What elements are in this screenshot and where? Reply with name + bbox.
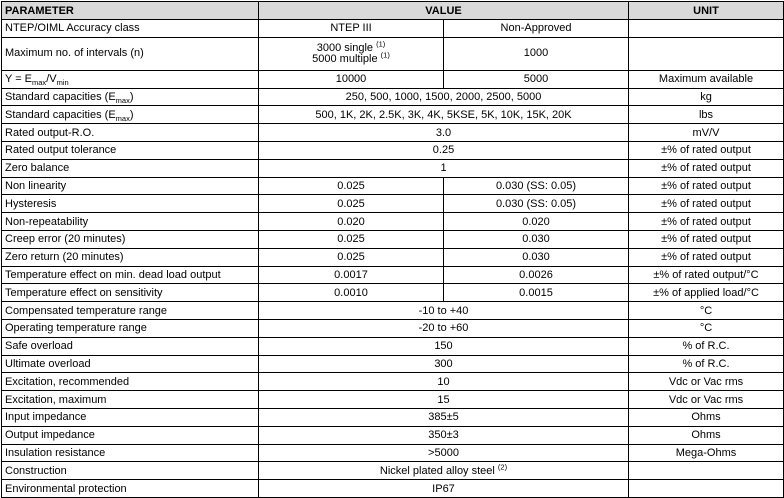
row-input-impedance	[2, 408, 784, 426]
param-label: Non-repeatability	[2, 213, 259, 231]
param-label: Non linearity	[2, 177, 259, 195]
value-ntep: 0.025	[259, 177, 444, 195]
unit-cell	[629, 20, 784, 38]
unit-cell: Ohms	[629, 426, 784, 444]
unit-cell: ±% of applied load/°C	[629, 284, 784, 302]
unit-cell: lbs	[629, 106, 784, 124]
row-y-ratio	[2, 70, 784, 88]
header-parameter: PARAMETER	[2, 2, 259, 20]
spec-table	[1, 1, 784, 498]
row-insulation-resistance	[2, 444, 784, 462]
unit-cell: % of R.C.	[629, 355, 784, 373]
unit-cell: ±% of rated output	[629, 177, 784, 195]
param-label: Environmental protection	[2, 480, 259, 498]
value-ntep	[259, 37, 444, 70]
value-merged: 1	[259, 159, 629, 177]
value-ntep: 0.025	[259, 195, 444, 213]
unit-cell: kg	[629, 88, 784, 106]
unit-cell: Vdc or Vac rms	[629, 373, 784, 391]
value-text: 5000 multiple	[312, 52, 378, 65]
param-label: Input impedance	[2, 408, 259, 426]
unit-cell: ±% of rated output	[629, 213, 784, 231]
value-non-approved: 0.020	[444, 213, 629, 231]
unit-cell: ±% of rated output/°C	[629, 266, 784, 284]
param-label: Safe overload	[2, 337, 259, 355]
row-hysteresis	[2, 195, 784, 213]
value-merged: 150	[259, 337, 629, 355]
row-rated-output	[2, 124, 784, 142]
row-zero-return	[2, 248, 784, 266]
value-non-approved: 5000	[444, 70, 629, 88]
row-excitation-recommended	[2, 373, 784, 391]
value-non-approved: 0.030 (SS: 0.05)	[444, 177, 629, 195]
value-merged: 500, 1K, 2K, 2.5K, 3K, 4K, 5KSE, 5K, 10K, 15K, 20K	[259, 106, 629, 124]
value-merged: 3.0	[259, 124, 629, 142]
value-merged: 10	[259, 373, 629, 391]
footnote-marker: (1)	[376, 39, 386, 49]
row-zero-balance	[2, 159, 784, 177]
param-label: Zero balance	[2, 159, 259, 177]
row-temp-effect-sensitivity	[2, 284, 784, 302]
row-excitation-maximum	[2, 391, 784, 409]
value-non-approved: 1000	[444, 37, 629, 70]
unit-cell: ±% of rated output	[629, 141, 784, 159]
value-non-approved: 0.0026	[444, 266, 629, 284]
header-row	[2, 2, 784, 20]
footnote-marker: (2)	[497, 462, 508, 472]
unit-cell: ±% of rated output	[629, 195, 784, 213]
param-label: Hysteresis	[2, 195, 259, 213]
value-merged: 15	[259, 391, 629, 409]
value-non-approved: 0.030	[444, 230, 629, 248]
value-merged: >5000	[259, 444, 629, 462]
value-ntep: NTEP III	[259, 20, 444, 38]
unit-cell	[629, 462, 784, 480]
row-compensated-temp-range	[2, 302, 784, 320]
row-non-repeatability	[2, 213, 784, 231]
label-part: /V	[46, 73, 57, 86]
unit-cell: % of R.C.	[629, 337, 784, 355]
unit-cell: Vdc or Vac rms	[629, 391, 784, 409]
value-non-approved: 0.0015	[444, 284, 629, 302]
row-ultimate-overload	[2, 355, 784, 373]
row-construction	[2, 462, 784, 480]
unit-cell: ±% of rated output	[629, 230, 784, 248]
row-temp-effect-dead-load	[2, 266, 784, 284]
value-ntep: 0.020	[259, 213, 444, 231]
label-part: Y = E	[5, 73, 33, 86]
label-subscript: max	[115, 96, 130, 106]
value-non-approved: 0.030	[444, 248, 629, 266]
param-label	[2, 70, 259, 88]
value-ntep: 0.025	[259, 248, 444, 266]
label-part: )	[129, 108, 134, 121]
unit-cell: °C	[629, 302, 784, 320]
param-label: Insulation resistance	[2, 444, 259, 462]
value-merged: -10 to +40	[259, 302, 629, 320]
value-merged: IP67	[259, 480, 629, 498]
param-label: Zero return (20 minutes)	[2, 248, 259, 266]
param-label: Temperature effect on sensitivity	[2, 284, 259, 302]
unit-cell: ±% of rated output	[629, 159, 784, 177]
value-merged: 350±3	[259, 426, 629, 444]
param-label: Temperature effect on min. dead load output	[2, 266, 259, 284]
param-label: Rated output-R.O.	[2, 124, 259, 142]
unit-cell: Mega-Ohms	[629, 444, 784, 462]
value-merged: 385±5	[259, 408, 629, 426]
row-safe-overload	[2, 337, 784, 355]
param-label: Maximum no. of intervals (n)	[2, 37, 259, 70]
row-creep-error	[2, 230, 784, 248]
param-label: NTEP/OIML Accuracy class	[2, 20, 259, 38]
value-ntep: 0.0010	[259, 284, 444, 302]
unit-cell: Maximum available	[629, 70, 784, 88]
unit-cell	[629, 480, 784, 498]
header-unit: UNIT	[629, 2, 784, 20]
unit-cell: °C	[629, 319, 784, 337]
unit-cell: mV/V	[629, 124, 784, 142]
label-subscript: min	[56, 78, 69, 88]
label-part: Standard capacities (E	[5, 108, 116, 121]
label-part: Standard capacities (E	[5, 90, 116, 103]
value-ntep: 10000	[259, 70, 444, 88]
value-text: Nickel plated alloy steel	[379, 464, 495, 477]
value-line-multiple	[262, 50, 440, 65]
row-std-capacities-kg	[2, 88, 784, 106]
footnote-marker: (1)	[380, 50, 390, 60]
label-subscript: max	[115, 113, 130, 123]
value-merged: 300	[259, 355, 629, 373]
value-merged	[259, 462, 629, 480]
row-operating-temp-range	[2, 319, 784, 337]
value-merged: 0.25	[259, 141, 629, 159]
value-ntep: 0.025	[259, 230, 444, 248]
row-environmental-protection	[2, 480, 784, 498]
unit-cell: Ohms	[629, 408, 784, 426]
param-label: Operating temperature range	[2, 319, 259, 337]
row-non-linearity	[2, 177, 784, 195]
label-subscript: max	[32, 78, 47, 88]
param-label	[2, 106, 259, 124]
row-rated-output-tolerance	[2, 141, 784, 159]
param-label: Excitation, maximum	[2, 391, 259, 409]
row-std-capacities-lbs	[2, 106, 784, 124]
param-label: Ultimate overload	[2, 355, 259, 373]
unit-cell	[629, 37, 784, 70]
row-output-impedance	[2, 426, 784, 444]
param-label: Rated output tolerance	[2, 141, 259, 159]
row-max-intervals	[2, 37, 784, 70]
param-label: Construction	[2, 462, 259, 480]
value-non-approved: Non-Approved	[444, 20, 629, 38]
value-ntep: 0.0017	[259, 266, 444, 284]
header-value: VALUE	[259, 2, 629, 20]
param-label: Creep error (20 minutes)	[2, 230, 259, 248]
label-part: )	[129, 90, 134, 103]
value-merged: 250, 500, 1000, 1500, 2000, 2500, 5000	[259, 88, 629, 106]
param-label	[2, 88, 259, 106]
value-merged: -20 to +60	[259, 319, 629, 337]
row-accuracy-class	[2, 20, 784, 38]
param-label: Output impedance	[2, 426, 259, 444]
unit-cell: ±% of rated output	[629, 248, 784, 266]
param-label: Excitation, recommended	[2, 373, 259, 391]
value-non-approved: 0.030 (SS: 0.05)	[444, 195, 629, 213]
value-text: 3000 single	[316, 41, 374, 54]
param-label: Compensated temperature range	[2, 302, 259, 320]
